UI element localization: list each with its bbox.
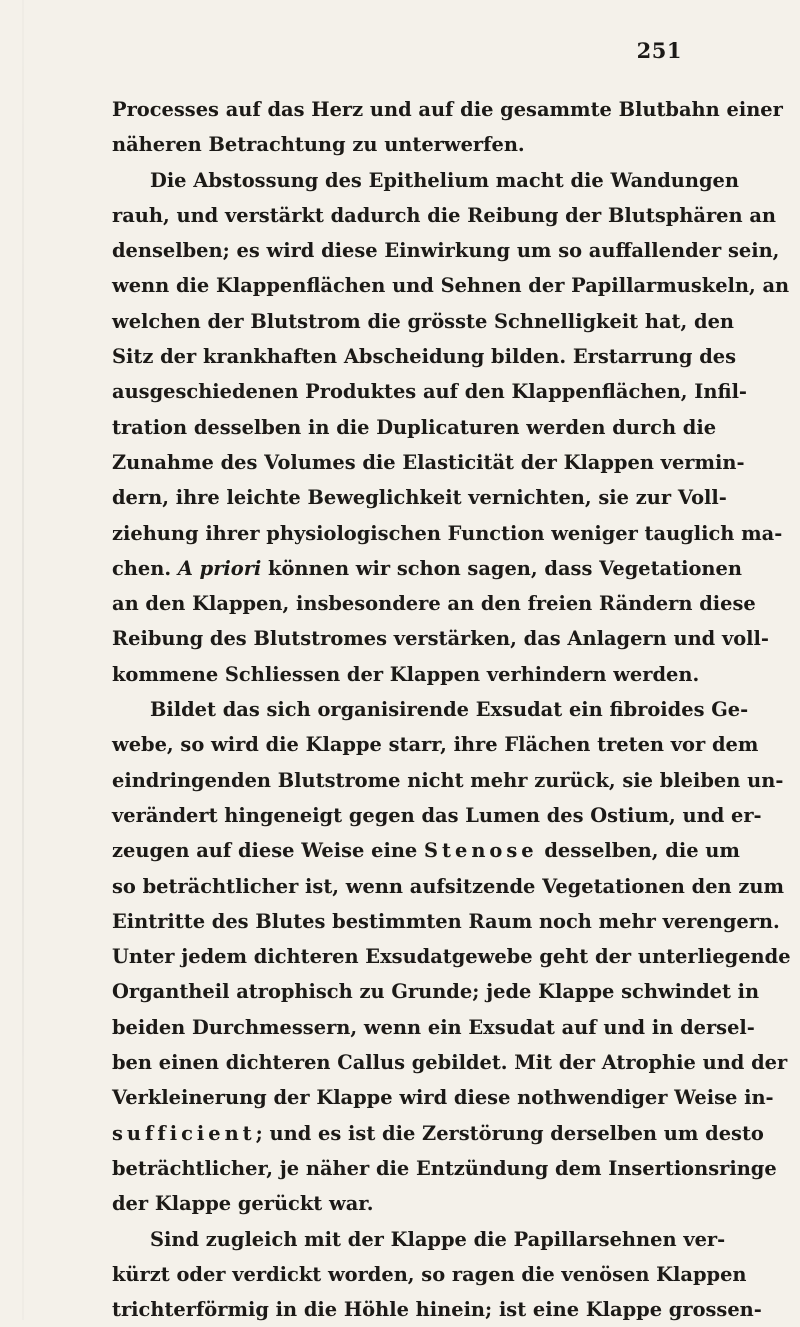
spaced-term: Stenose <box>424 839 538 863</box>
text-line: Verkleinerung der Klappe wird diese nothwendiger Weise in- <box>112 1086 774 1110</box>
text-line: rauh, und verstärkt dadurch die Reibung der Blutsphären an <box>112 203 777 227</box>
text-line: Bildet das sich organisirende Exsudat ein fibroides Ge- <box>150 698 749 722</box>
text-line: so beträchtlicher ist, wenn aufsitzende Vegetationen den zum <box>112 874 785 898</box>
page-fold-shadow <box>22 0 24 1320</box>
text-line: dern, ihre leichte Beweglichkeit vernichten, sie zur Voll- <box>112 486 727 510</box>
text-line: der Klappe gerückt war. <box>112 1192 374 1216</box>
text-line: sufficient; und es ist die Zerstörung derselben um desto <box>112 1121 764 1145</box>
text-line: trichterförmig in die Höhle hinein; ist eine Klappe grossen- <box>112 1298 762 1322</box>
text-line: kommene Schliessen der Klappen verhindern werden. <box>112 662 700 686</box>
text-line: kürzt oder verdickt worden, so ragen die venösen Klappen <box>112 1262 747 1286</box>
text-line: welchen der Blutstrom die grösste Schnelligkeit hat, den <box>112 309 735 333</box>
body-text <box>112 92 791 1327</box>
text-line: eindringenden Blutstrome nicht mehr zurück, sie bleiben un- <box>112 768 784 792</box>
text-line: beiden Durchmessern, wenn ein Exsudat auf und in dersel- <box>112 1015 755 1039</box>
text-line: wenn die Klappenflächen und Sehnen der Papillarmuskeln, an <box>112 274 790 298</box>
italic-phrase: A priori <box>177 556 262 580</box>
text-line: webe, so wird die Klappe starr, ihre Flächen treten vor dem <box>112 733 759 757</box>
text-line: Sitz der krankhaften Abscheidung bilden. Erstarrung des <box>112 345 737 369</box>
text-line: näheren Betrachtung zu unterwerfen. <box>112 133 525 157</box>
text-line: chen. A priori können wir schon sagen, dass Vegetationen <box>112 556 742 580</box>
text-line: denselben; es wird diese Einwirkung um so auffallender sein, <box>112 239 780 263</box>
text-line: an den Klappen, insbesondere an den freien Rändern diese <box>112 592 756 616</box>
text-line: ziehung ihrer physiologischen Function weniger tauglich ma- <box>112 521 783 545</box>
text-line: verändert hingeneigt gegen das Lumen des Ostium, und er- <box>112 803 762 827</box>
text-line: Reibung des Blutstromes verstärken, das Anlagern und voll- <box>112 627 769 651</box>
text-line: ben einen dichteren Callus gebildet. Mit der Atrophie und der <box>112 1051 788 1075</box>
text-line: ausgeschiedenen Produktes auf den Klappenflächen, Infil- <box>112 380 747 404</box>
text-line: Sind zugleich mit der Klappe die Papillarsehnen ver- <box>150 1227 726 1251</box>
text-line: Eintritte des Blutes bestimmten Raum noch mehr verengern. <box>112 909 780 933</box>
text-line: Organtheil atrophisch zu Grunde; jede Klappe schwindet in <box>112 980 760 1004</box>
text-line: tration desselben in die Duplicaturen werden durch die <box>112 415 717 439</box>
text-line: beträchtlicher, je näher die Entzündung dem Insertionsringe <box>112 1156 777 1180</box>
text-line: Unter jedem dichteren Exsudatgewebe geht der unterliegende <box>112 945 791 969</box>
text-line: Die Abstossung des Epithelium macht die Wandungen <box>150 168 739 192</box>
text-line: Processes auf das Herz und auf die gesammte Blutbahn einer <box>112 98 783 121</box>
page-number: 251 <box>636 38 682 63</box>
spaced-term: sufficient <box>112 1121 256 1145</box>
text-line: Zunahme des Volumes die Elasticität der Klappen vermin- <box>112 450 745 474</box>
text-line: zeugen auf diese Weise eine Stenose desselben, die um <box>112 839 740 863</box>
